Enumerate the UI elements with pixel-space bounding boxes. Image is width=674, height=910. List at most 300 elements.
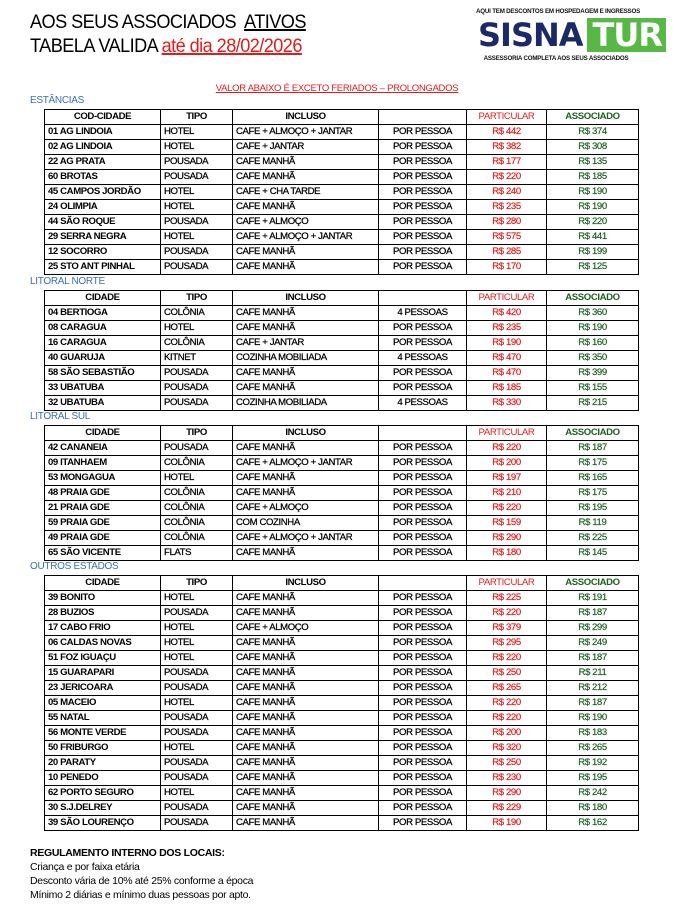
column-header-associate-price: ASSOCIADO [547,291,639,306]
cell-basis: POR PESSOA [379,516,467,531]
cell-included: CAFE MANHÃ [233,366,379,381]
cell-particular-price: R$ 197 [467,471,547,486]
cell-particular-price: R$ 220 [467,696,547,711]
column-header-basis [379,576,467,591]
cell-associate-price: R$ 190 [547,200,639,215]
table-header-row [45,110,639,125]
cell-included: CAFE + ALMOÇO + JANTAR [233,456,379,471]
cell-city: 58 SÃO SEBASTIÃO [45,366,161,381]
cell-basis: POR PESSOA [379,621,467,636]
cell-city: 32 UBATUBA [45,396,161,411]
cell-type: HOTEL [161,591,233,606]
cell-city: 59 PRAIA GDE [45,516,161,531]
column-header-basis [379,291,467,306]
cell-associate-price: R$ 187 [547,441,639,456]
cell-included: CAFE MANHÃ [233,786,379,801]
cell-type: HOTEL [161,696,233,711]
column-header-included: INCLUSO [233,426,379,441]
cell-city: 29 SERRA NEGRA [45,230,161,245]
cell-basis: POR PESSOA [379,771,467,786]
cell-city: 50 FRIBURGO [45,741,161,756]
cell-type: COLÔNIA [161,501,233,516]
column-header-city: CIDADE [45,576,161,591]
cell-associate-price: R$ 187 [547,606,639,621]
cell-particular-price: R$ 220 [467,606,547,621]
table-row [45,501,639,516]
cell-basis: POR PESSOA [379,546,467,561]
cell-associate-price: R$ 211 [547,666,639,681]
cell-basis: 4 PESSOAS [379,396,467,411]
cell-associate-price: R$ 192 [547,756,639,771]
table-row [45,260,639,275]
cell-included: CAFE + ALMOÇO + JANTAR [233,230,379,245]
cell-included: CAFE MANHÃ [233,666,379,681]
cell-city: 24 OLIMPIA [45,200,161,215]
cell-included: CAFE MANHÃ [233,155,379,170]
cell-included: CAFE MANHÃ [233,696,379,711]
cell-particular-price: R$ 210 [467,486,547,501]
table-header-row [45,426,639,441]
cell-basis: POR PESSOA [379,741,467,756]
cell-associate-price: R$ 180 [547,801,639,816]
column-header-associate-price: ASSOCIADO [547,110,639,125]
table-row [45,636,639,651]
cell-associate-price: R$ 215 [547,396,639,411]
cell-included: CAFE MANHÃ [233,170,379,185]
rules-line: Criança e por faixa etária [30,861,140,873]
table-row [45,816,639,831]
cell-particular-price: R$ 290 [467,531,547,546]
cell-particular-price: R$ 229 [467,801,547,816]
cell-included: CAFE MANHÃ [233,681,379,696]
cell-particular-price: R$ 200 [467,726,547,741]
cell-particular-price: R$ 177 [467,155,547,170]
cell-type: HOTEL [161,230,233,245]
cell-particular-price: R$ 240 [467,185,547,200]
cell-city: 12 SOCORRO [45,245,161,260]
cell-particular-price: R$ 575 [467,230,547,245]
cell-basis: POR PESSOA [379,245,467,260]
table-row [45,200,639,215]
cell-type: HOTEL [161,651,233,666]
cell-particular-price: R$ 225 [467,591,547,606]
cell-basis: POR PESSOA [379,155,467,170]
cell-particular-price: R$ 250 [467,666,547,681]
table-row [45,396,639,411]
cell-type: HOTEL [161,140,233,155]
cell-particular-price: R$ 180 [467,546,547,561]
table-row [45,140,639,155]
table-header-row [45,576,639,591]
cell-type: POUSADA [161,215,233,230]
cell-basis: POR PESSOA [379,125,467,140]
cell-included: CAFE MANHÃ [233,591,379,606]
price-table [44,290,639,411]
cell-associate-price: R$ 187 [547,696,639,711]
cell-associate-price: R$ 360 [547,306,639,321]
cell-type: COLÔNIA [161,531,233,546]
column-header-type: TIPO [161,426,233,441]
cell-basis: POR PESSOA [379,441,467,456]
cell-city: 60 BROTAS [45,170,161,185]
column-header-particular-price: PARTICULAR [467,291,547,306]
table-row [45,546,639,561]
cell-type: POUSADA [161,170,233,185]
table-header-row [45,291,639,306]
cell-basis: POR PESSOA [379,381,467,396]
logo-tagline: AQUI TEM DESCONTOS EM HOSPEDAGEM E INGRESSOS [476,8,641,15]
cell-included: CAFE + JANTAR [233,140,379,155]
column-header-type: TIPO [161,291,233,306]
cell-city: 28 BUZIOS [45,606,161,621]
cell-type: FLATS [161,546,233,561]
column-header-included: INCLUSO [233,110,379,125]
cell-type: POUSADA [161,245,233,260]
cell-basis: POR PESSOA [379,471,467,486]
cell-associate-price: R$ 191 [547,591,639,606]
cell-basis: POR PESSOA [379,170,467,185]
cell-type: COLÔNIA [161,456,233,471]
table-row [45,170,639,185]
column-header-particular-price: PARTICULAR [467,426,547,441]
column-header-type: TIPO [161,110,233,125]
cell-type: POUSADA [161,816,233,831]
cell-type: COLÔNIA [161,516,233,531]
cell-associate-price: R$ 165 [547,471,639,486]
table-row [45,486,639,501]
cell-associate-price: R$ 119 [547,516,639,531]
cell-type: POUSADA [161,726,233,741]
table-row [45,306,639,321]
logo-mark [478,16,662,54]
cell-included: CAFE MANHÃ [233,486,379,501]
table-row [45,726,639,741]
cell-included: CAFE MANHÃ [233,771,379,786]
table-row [45,606,639,621]
cell-basis: POR PESSOA [379,456,467,471]
logo-brand-left: SISNA [478,16,583,54]
cell-city: 25 STO ANT PINHAL [45,260,161,275]
cell-particular-price: R$ 185 [467,381,547,396]
cell-particular-price: R$ 330 [467,396,547,411]
cell-associate-price: R$ 190 [547,321,639,336]
cell-basis: POR PESSOA [379,501,467,516]
cell-basis: POR PESSOA [379,711,467,726]
section-title: ESTÂNCIAS [30,95,84,106]
table-row [45,516,639,531]
cell-city: 17 CABO FRIO [45,621,161,636]
rules-line: Mínimo 2 diárias e mínimo duas pessoas por apto. [30,889,251,901]
cell-associate-price: R$ 155 [547,381,639,396]
cell-included: CAFE MANHÃ [233,651,379,666]
section-title: LITORAL SUL [30,411,91,422]
table-row [45,651,639,666]
cell-included: CAFE MANHÃ [233,801,379,816]
cell-included: COZINHA MOBILIADA [233,351,379,366]
cell-type: POUSADA [161,155,233,170]
cell-included: CAFE + ALMOÇO [233,501,379,516]
table-row [45,696,639,711]
cell-type: POUSADA [161,771,233,786]
cell-particular-price: R$ 220 [467,651,547,666]
cell-associate-price: R$ 135 [547,155,639,170]
header-line-1 [30,10,306,34]
column-header-city: COD-CIDADE [45,110,161,125]
cell-city: 22 AG PRATA [45,155,161,170]
cell-basis: POR PESSOA [379,366,467,381]
cell-particular-price: R$ 470 [467,366,547,381]
cell-associate-price: R$ 199 [547,245,639,260]
cell-associate-price: R$ 125 [547,260,639,275]
cell-type: HOTEL [161,621,233,636]
cell-particular-price: R$ 220 [467,170,547,185]
cell-basis: POR PESSOA [379,591,467,606]
cell-basis: 4 PESSOAS [379,351,467,366]
cell-type: COLÔNIA [161,336,233,351]
cell-particular-price: R$ 442 [467,125,547,140]
cell-type: KITNET [161,351,233,366]
cell-basis: POR PESSOA [379,696,467,711]
table-row [45,456,639,471]
column-header-basis [379,110,467,125]
cell-particular-price: R$ 420 [467,306,547,321]
header-line-2 [30,34,306,58]
cell-city: 62 PORTO SEGURO [45,786,161,801]
cell-type: POUSADA [161,756,233,771]
cell-particular-price: R$ 320 [467,741,547,756]
cell-type: POUSADA [161,441,233,456]
cell-particular-price: R$ 220 [467,441,547,456]
cell-included: CAFE MANHÃ [233,741,379,756]
cell-basis: POR PESSOA [379,321,467,336]
table-row [45,756,639,771]
cell-associate-price: R$ 249 [547,636,639,651]
cell-particular-price: R$ 280 [467,215,547,230]
section-title: LITORAL NORTE [30,276,105,287]
cell-city: 51 FOZ IGUAÇU [45,651,161,666]
table-row [45,621,639,636]
cell-city: 08 CARAGUA [45,321,161,336]
price-table [44,425,639,561]
cell-city: 42 CANANEIA [45,441,161,456]
cell-associate-price: R$ 195 [547,771,639,786]
cell-associate-price: R$ 190 [547,185,639,200]
column-header-basis [379,426,467,441]
cell-basis: POR PESSOA [379,486,467,501]
cell-city: 30 S.J.DELREY [45,801,161,816]
header-audience: AOS SEUS ASSOCIADOS [30,11,237,33]
cell-basis: POR PESSOA [379,260,467,275]
table-row [45,336,639,351]
cell-included: CAFE MANHÃ [233,245,379,260]
cell-type: HOTEL [161,741,233,756]
cell-type: POUSADA [161,681,233,696]
cell-basis: POR PESSOA [379,215,467,230]
cell-type: HOTEL [161,321,233,336]
column-header-associate-price: ASSOCIADO [547,426,639,441]
table-row [45,591,639,606]
cell-city: 56 MONTE VERDE [45,726,161,741]
cell-particular-price: R$ 170 [467,260,547,275]
table-row [45,381,639,396]
table-row [45,230,639,245]
cell-associate-price: R$ 225 [547,531,639,546]
cell-particular-price: R$ 159 [467,516,547,531]
cell-basis: POR PESSOA [379,651,467,666]
cell-basis: POR PESSOA [379,200,467,215]
cell-type: HOTEL [161,636,233,651]
cell-associate-price: R$ 160 [547,336,639,351]
cell-type: HOTEL [161,786,233,801]
cell-type: POUSADA [161,711,233,726]
cell-city: 45 CAMPOS JORDÃO [45,185,161,200]
column-header-type: TIPO [161,576,233,591]
table-row [45,351,639,366]
cell-city: 40 GUARUJA [45,351,161,366]
cell-particular-price: R$ 220 [467,711,547,726]
column-header-particular-price: PARTICULAR [467,576,547,591]
column-header-included: INCLUSO [233,291,379,306]
cell-included: COZINHA MOBILIADA [233,396,379,411]
price-table [44,109,639,275]
cell-included: CAFE MANHÃ [233,200,379,215]
document-header [30,10,306,58]
cell-particular-price: R$ 265 [467,681,547,696]
cell-basis: POR PESSOA [379,230,467,245]
cell-particular-price: R$ 470 [467,351,547,366]
cell-basis: POR PESSOA [379,606,467,621]
cell-included: CAFE + JANTAR [233,336,379,351]
cell-city: 15 GUARAPARI [45,666,161,681]
cell-basis: POR PESSOA [379,801,467,816]
cell-city: 20 PARATY [45,756,161,771]
cell-associate-price: R$ 185 [547,170,639,185]
cell-associate-price: R$ 399 [547,366,639,381]
cell-associate-price: R$ 265 [547,741,639,756]
cell-city: 01 AG LINDOIA [45,125,161,140]
cell-particular-price: R$ 285 [467,245,547,260]
cell-basis: POR PESSOA [379,786,467,801]
table-row [45,681,639,696]
cell-included: CAFE MANHÃ [233,726,379,741]
cell-particular-price: R$ 200 [467,456,547,471]
cell-associate-price: R$ 175 [547,486,639,501]
cell-basis: POR PESSOA [379,816,467,831]
cell-basis: POR PESSOA [379,531,467,546]
table-row [45,441,639,456]
cell-associate-price: R$ 350 [547,351,639,366]
cell-basis: POR PESSOA [379,756,467,771]
table-row [45,185,639,200]
cell-associate-price: R$ 162 [547,816,639,831]
cell-associate-price: R$ 183 [547,726,639,741]
table-row [45,531,639,546]
cell-city: 16 CARAGUA [45,336,161,351]
cell-included: CAFE MANHÃ [233,260,379,275]
cell-included: CAFE MANHÃ [233,711,379,726]
cell-included: CAFE + CHA TARDE [233,185,379,200]
cell-included: CAFE + ALMOÇO [233,621,379,636]
cell-basis: POR PESSOA [379,636,467,651]
cell-city: 02 AG LINDOIA [45,140,161,155]
cell-type: POUSADA [161,606,233,621]
table-row [45,245,639,260]
cell-city: 39 BONITO [45,591,161,606]
cell-city: 44 SÃO ROQUE [45,215,161,230]
table-row [45,155,639,170]
cell-type: POUSADA [161,396,233,411]
holiday-notice: VALOR ABAIXO É EXCETO FERIADOS – PROLONGADOS [215,83,459,94]
rules-block [30,846,253,902]
cell-particular-price: R$ 235 [467,321,547,336]
cell-particular-price: R$ 220 [467,501,547,516]
column-header-city: CIDADE [45,426,161,441]
cell-particular-price: R$ 382 [467,140,547,155]
cell-type: POUSADA [161,666,233,681]
table-row [45,711,639,726]
cell-associate-price: R$ 190 [547,711,639,726]
table-row [45,321,639,336]
cell-particular-price: R$ 190 [467,816,547,831]
cell-city: 55 NATAL [45,711,161,726]
cell-included: CAFE MANHÃ [233,321,379,336]
cell-included: CAFE + ALMOÇO + JANTAR [233,125,379,140]
header-validity-label: TABELA VALIDA [30,35,158,57]
cell-city: 21 PRAIA GDE [45,501,161,516]
cell-city: 09 ITANHAEM [45,456,161,471]
cell-type: POUSADA [161,260,233,275]
cell-city: 65 SÃO VICENTE [45,546,161,561]
cell-type: HOTEL [161,185,233,200]
cell-particular-price: R$ 235 [467,200,547,215]
cell-associate-price: R$ 242 [547,786,639,801]
cell-type: HOTEL [161,125,233,140]
cell-basis: POR PESSOA [379,185,467,200]
column-header-city: CIDADE [45,291,161,306]
cell-type: POUSADA [161,366,233,381]
cell-city: 53 MONGAGUA [45,471,161,486]
cell-included: CAFE MANHÃ [233,606,379,621]
cell-basis: POR PESSOA [379,140,467,155]
cell-city: 05 MACEIO [45,696,161,711]
price-table [44,575,639,831]
cell-included: COM COZINHA [233,516,379,531]
cell-associate-price: R$ 441 [547,230,639,245]
cell-associate-price: R$ 220 [547,215,639,230]
cell-basis: POR PESSOA [379,336,467,351]
cell-particular-price: R$ 379 [467,621,547,636]
cell-included: CAFE + ALMOÇO + JANTAR [233,531,379,546]
table-row [45,801,639,816]
table-row [45,125,639,140]
cell-basis: 4 PESSOAS [379,306,467,321]
cell-included: CAFE MANHÃ [233,471,379,486]
cell-associate-price: R$ 187 [547,651,639,666]
cell-associate-price: R$ 299 [547,621,639,636]
table-row [45,366,639,381]
cell-included: CAFE MANHÃ [233,636,379,651]
cell-particular-price: R$ 190 [467,336,547,351]
cell-included: CAFE MANHÃ [233,381,379,396]
cell-basis: POR PESSOA [379,726,467,741]
cell-city: 23 JERICOARA [45,681,161,696]
cell-type: COLÔNIA [161,306,233,321]
cell-city: 33 UBATUBA [45,381,161,396]
cell-included: CAFE MANHÃ [233,756,379,771]
cell-included: CAFE MANHÃ [233,546,379,561]
table-row [45,471,639,486]
cell-associate-price: R$ 145 [547,546,639,561]
